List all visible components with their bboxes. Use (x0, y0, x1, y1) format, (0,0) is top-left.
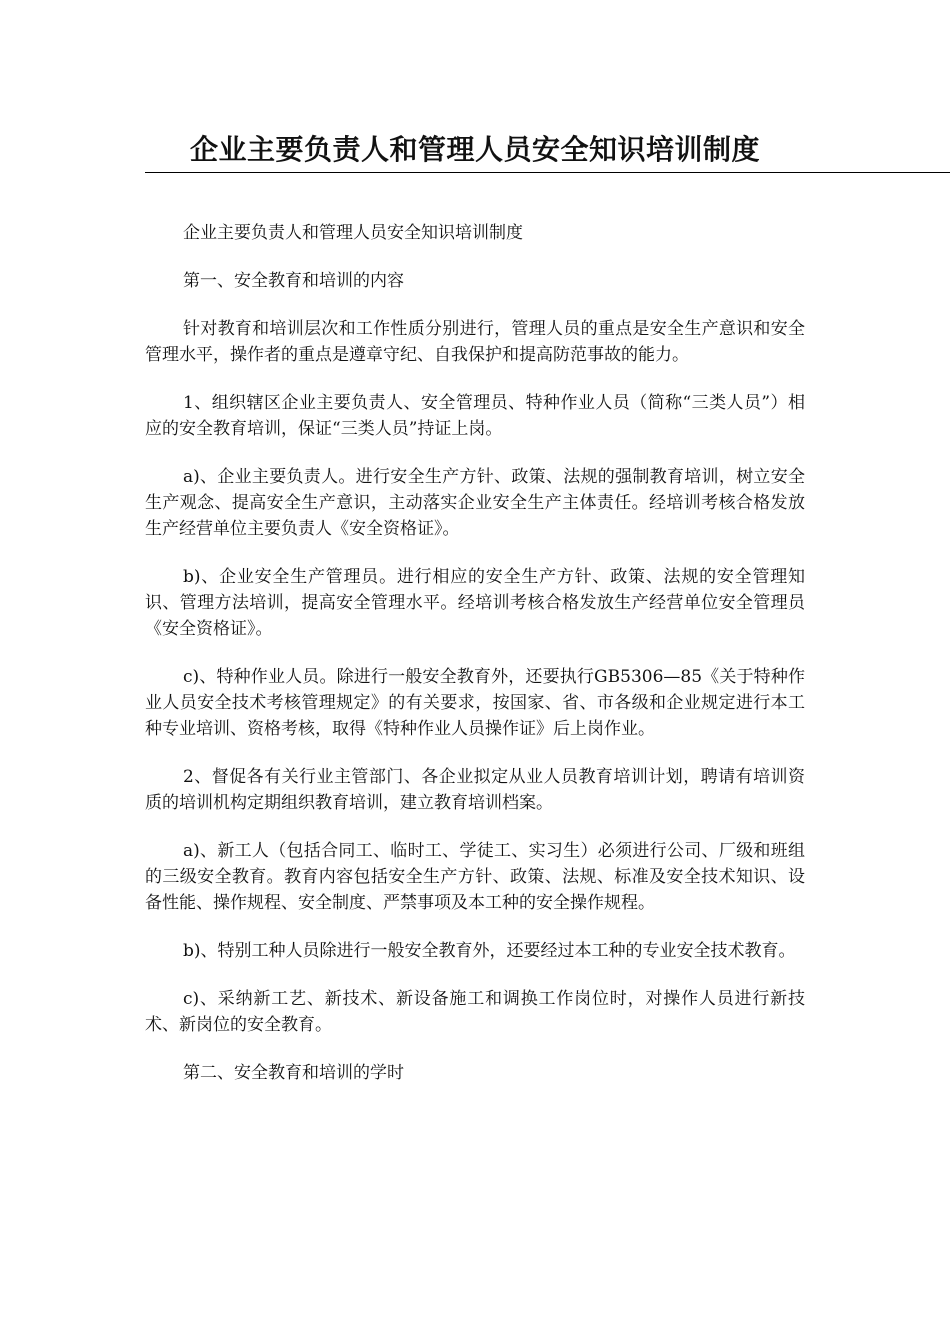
document-title: 企业主要负责人和管理人员安全知识培训制度 (189, 133, 760, 166)
paragraph-item-1c: c)、特种作业人员。除进行一般安全教育外，还要执行GB5306—85《关于特种作业人员安全技术考核管理规定》的有关要求，按国家、省、市各级和企业规定进行本工种专业培训、资格考核，取得《特种作业人员操作证》后上岗作业。 (145, 667, 805, 739)
paragraph-focus: 针对教育和培训层次和工作性质分别进行，管理人员的重点是安全生产意识和安全管理水平，操作者的重点是遵章守纪、自我保护和提高防范事故的能力。 (145, 319, 805, 365)
paragraph-item-2c: c)、采纳新工艺、新技术、新设备施工和调换工作岗位时，对操作人员进行新技术、新岗位的安全教育。 (145, 989, 805, 1035)
paragraph-item-2: 2、督促各有关行业主管部门、各企业拟定从业人员教育培训计划，聘请有培训资质的培训机构定期组织教育培训，建立教育培训档案。 (145, 767, 805, 813)
paragraph-subtitle: 企业主要负责人和管理人员安全知识培训制度 (183, 223, 523, 243)
title-underline (145, 172, 950, 173)
document-body (145, 220, 805, 1108)
section-heading-content: 第一、安全教育和培训的内容 (183, 271, 404, 291)
paragraph-item-1b: b)、企业安全生产管理员。进行相应的安全生产方针、政策、法规的安全管理知识、管理方法培训，提高安全管理水平。经培训考核合格发放生产经营单位安全管理员《安全资格证》。 (145, 567, 805, 639)
section-heading-hours: 第二、安全教育和培训的学时 (183, 1063, 404, 1083)
paragraph-item-2b: b)、特别工种人员除进行一般安全教育外，还要经过本工种的专业安全技术教育。 (183, 941, 796, 961)
paragraph-item-2a: a)、新工人（包括合同工、临时工、学徒工、实习生）必须进行公司、厂级和班组的三级安全教育。教育内容包括安全生产方针、政策、法规、标准及安全技术知识、设备性能、操作规程、安全制度、严禁事项及本工种的安全操作规程。 (145, 841, 805, 913)
paragraph-item-1a: a)、企业主要负责人。进行安全生产方针、政策、法规的强制教育培训，树立安全生产观念、提高安全生产意识，主动落实企业安全生产主体责任。经培训考核合格发放生产经营单位主要负责人《安全资格证》。 (145, 467, 805, 539)
paragraph-item-1: 1、组织辖区企业主要负责人、安全管理员、特种作业人员（简称“三类人员”）相应的安全教育培训，保证“三类人员”持证上岗。 (145, 393, 805, 439)
